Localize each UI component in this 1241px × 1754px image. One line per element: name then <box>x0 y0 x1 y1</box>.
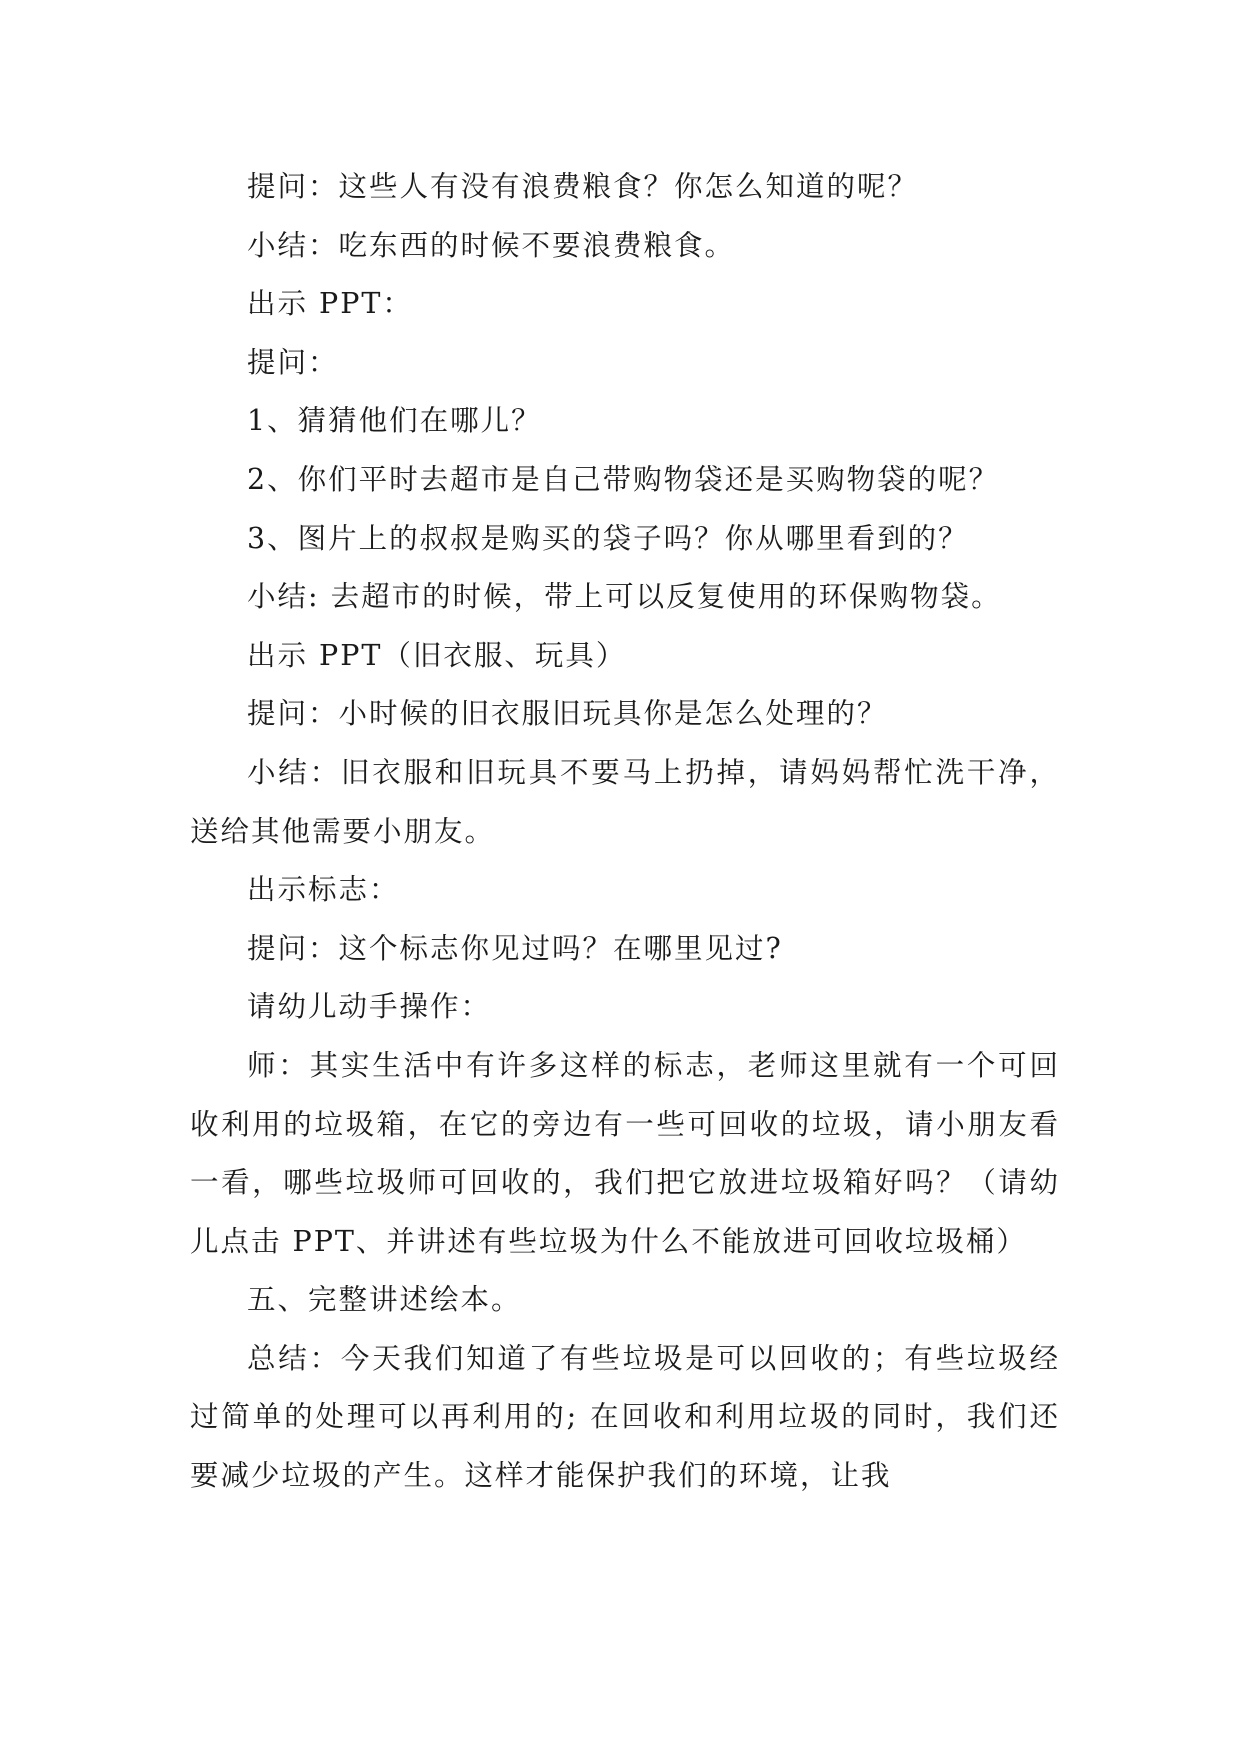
paragraph-question-sign: 提问：这个标志你见过吗？在哪里见过? <box>247 931 783 965</box>
paragraph-question-2: 2、你们平时去超市是自己带购物袋还是买购物袋的呢？ <box>247 462 1000 496</box>
paragraph-summary-old-clothes: 小结：旧衣服和旧玩具不要马上扔掉，请妈妈帮忙洗干净，送给其他需要小朋友。 <box>190 755 1060 848</box>
paragraph-show-ppt-clothes: 出示 PPT（旧衣服、玩具） <box>247 638 627 672</box>
paragraph-question-label: 提问： <box>247 345 339 379</box>
paragraph-hands-on: 请幼儿动手操作： <box>247 990 492 1024</box>
paragraph-show-sign: 出示标志： <box>247 873 400 907</box>
paragraph-show-ppt: 出示 PPT： <box>247 287 413 321</box>
paragraph-summary-food: 小结：吃东西的时候不要浪费粮食。 <box>247 228 736 262</box>
paragraph-section-five: 五、完整讲述绘本。 <box>247 1283 522 1317</box>
paragraph-summary-bags: 小结: 去超市的时候，带上可以反复使用的环保购物袋。 <box>247 580 1002 614</box>
document-body <box>190 158 1060 1506</box>
paragraph-question-3: 3、图片上的叔叔是购买的袋子吗？你从哪里看到的？ <box>247 521 969 555</box>
paragraph-question-1: 1、猜猜他们在哪儿？ <box>247 404 542 438</box>
paragraph-question-waste-food: 提问：这些人有没有浪费粮食？你怎么知道的呢？ <box>247 170 919 203</box>
paragraph-question-old-clothes: 提问：小时候的旧衣服旧玩具你是怎么处理的？ <box>247 697 888 731</box>
paragraph-conclusion: 总结：今天我们知道了有些垃圾是可以回收的；有些垃圾经过简单的处理可以再利用的; 在回收和利用垃圾的同时，我们还要减少垃圾的产生。这样才能保护我们的环境，让我 <box>190 1341 1060 1493</box>
paragraph-teacher-recycle-bin: 师：其实生活中有许多这样的标志，老师这里就有一个可回收利用的垃圾箱，在它的旁边有一些可回收的垃圾，请小朋友看一看，哪些垃圾师可回收的，我们把它放进垃圾箱好吗？（请幼儿点击 PPT、并讲述有些垃圾为什么不能放进可回收垃圾桶） <box>190 1048 1060 1258</box>
